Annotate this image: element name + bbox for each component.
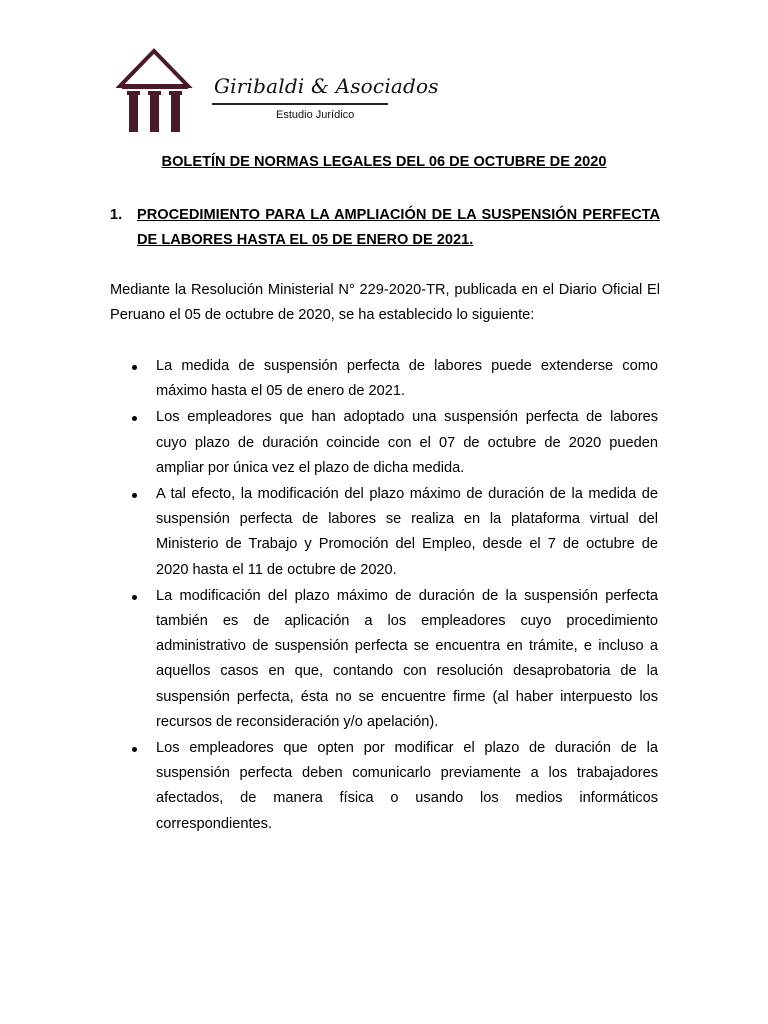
bullet-list: [110, 354, 658, 838]
columns-building-icon: [116, 48, 196, 138]
bullet-icon: [132, 747, 137, 752]
bullet-item: [110, 354, 658, 404]
section-heading: PROCEDIMIENTO PARA LA AMPLIACIÓN DE LA SUSPENSIÓN PERFECTA DE LABORES HASTA EL 05 DE ENERO DE 2021.: [137, 207, 660, 248]
bullet-text: La medida de suspensión perfecta de labores puede extenderse como máximo hasta el 05 de enero de 2021.: [156, 358, 658, 400]
section-1: [110, 203, 660, 253]
bullet-icon: [132, 595, 137, 600]
firm-logo: [116, 48, 439, 138]
bullet-icon: [132, 365, 137, 370]
bullet-item: [110, 736, 658, 837]
firm-subtitle: Estudio Jurídico: [276, 109, 355, 121]
bullet-item: [110, 584, 658, 735]
bullet-text: A tal efecto, la modificación del plazo máximo de duración de la medida de suspensión perfecta de labores se realiza en la plataforma virtual del Ministerio de Trabajo y Promoción del Empleo, desde el 7 de octubre de 2020 hasta el 11 de octubre de 2020.: [156, 486, 658, 578]
bullet-text: Los empleadores que han adoptado una suspensión perfecta de labores cuyo plazo de duración coincide con el 07 de octubre de 2020 pueden ampliar por única vez el plazo de dicha medida.: [156, 409, 658, 476]
section-number: 1.: [110, 207, 123, 223]
bullet-icon: [132, 416, 137, 421]
bullet-icon: [132, 493, 137, 498]
document-title: BOLETÍN DE NORMAS LEGALES DEL 06 DE OCTUBRE DE 2020: [161, 154, 607, 170]
firm-name: Giribaldi & Asociados: [214, 74, 439, 98]
firm-name-rule: [212, 103, 388, 105]
bullet-text: La modificación del plazo máximo de duración de la suspensión perfecta también es de aplicación a los empleadores cuyo procedimiento administrativo de suspensión perfecta se encuentra en trámite, e incluso a aquellos casos en que, contando con resolución desaprobatoria de la suspensión perfecta, ésta no se encuentre firme (al haber interpuesto los recursos de reconsideración y/o apelación).: [156, 587, 658, 730]
bullet-item: [110, 482, 658, 583]
bullet-text: Los empleadores que opten por modificar el plazo de duración de la suspensión perfecta deben comunicarlo previamente a los trabajadores afectados, de manera física o usando los medios informáticos correspondientes.: [156, 740, 658, 832]
bullet-item: [110, 405, 658, 481]
intro-paragraph: Mediante la Resolución Ministerial N° 229-2020-TR, publicada en el Diario Oficial El Peruano el 05 de octubre de 2020, se ha establecido lo siguiente:: [110, 282, 660, 323]
